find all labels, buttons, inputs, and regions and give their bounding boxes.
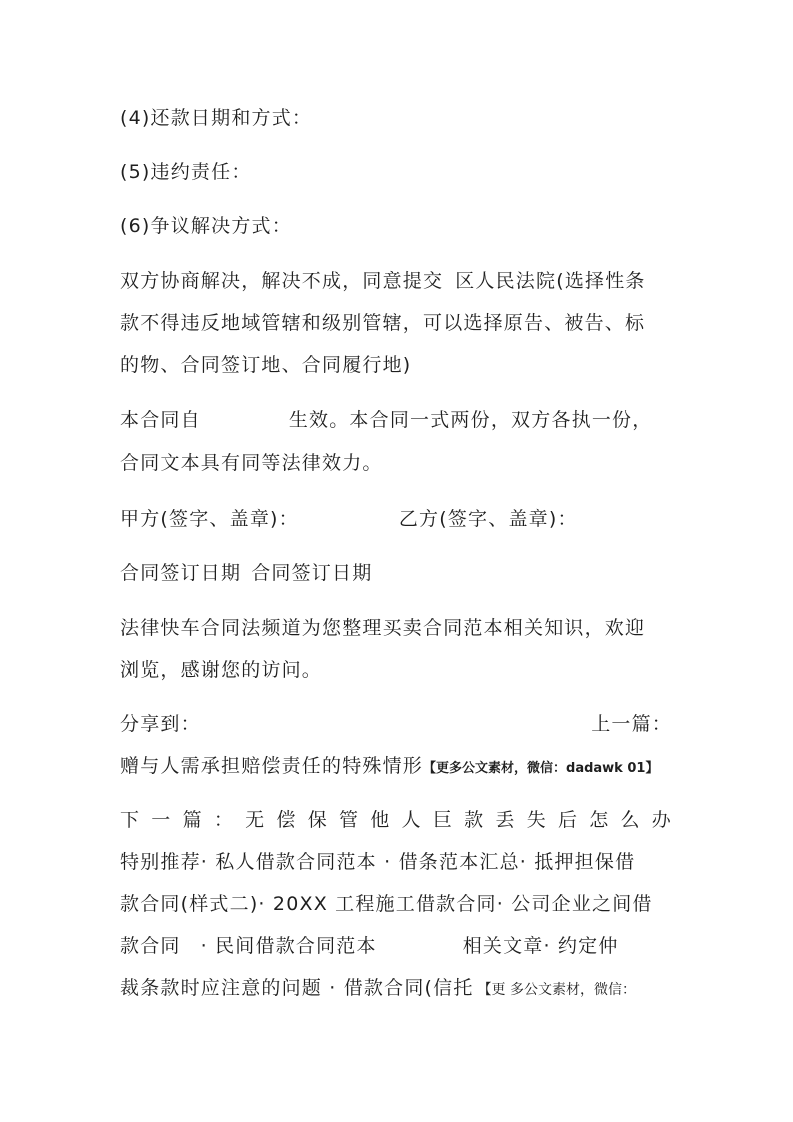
next-article-char: ： [213,809,235,831]
effect-line-1-part-b: 生效。本合同一式两份，双方各执一份， [288,409,653,431]
next-article-char: 失 [526,809,547,831]
next-article-char: 后 [557,809,579,831]
dispute-line-1 [120,269,646,293]
closing-line-1: 法律快车合同法频道为您整理买卖合同范本相关知识，欢迎 [120,617,646,639]
recommend-line-3-part-c[interactable]: 相关文章· 约定仲 [462,935,619,957]
next-article-char: 办 [651,809,672,831]
recommend-line-3-part-a[interactable]: 款合同 [120,935,181,957]
signature-line [120,507,578,531]
clause-breach: (5)违约责任： [120,161,252,183]
dispute-line-1-part-a: 双方协商解决，解决不成，同意提交 [120,270,444,292]
recommend-line-3-part-b[interactable]: · 民间借款合同范本 [200,935,377,957]
share-label: 分享到： [120,713,201,735]
next-article-char: 篇 [182,809,203,831]
recommend-line-1[interactable]: 特别推荐· 私人借款合同范本 · 借条范本汇总· 抵押担保借 [120,851,636,873]
dispute-line-1-part-b: 区人民法院(选择性条 [455,270,646,292]
prev-article-label[interactable]: 上一篇： [591,713,672,735]
clause-dispute: (6)争议解决方式： [120,215,292,237]
dispute-line-2: 款不得违反地域管辖和级别管辖，可以选择原告、被告、标 [120,312,646,334]
next-article-char: 一 [151,809,172,831]
next-article-char: 无 [245,809,266,831]
recommend-line-4[interactable] [120,976,636,1002]
clause-repayment: (4)还款日期和方式： [120,107,313,129]
closing-line-2: 浏览，感谢您的访问。 [120,659,323,681]
party-b-signature: 乙方(签字、盖章)： [398,508,578,530]
next-article-char: 丢 [495,809,516,831]
recommend-line-2[interactable]: 款合同(样式二)· 20XX 工程施工借款合同· 公司企业之间借 [120,893,653,915]
recommend-line-3[interactable] [120,934,619,958]
next-article-char: 保 [307,809,328,831]
next-article-link[interactable] [120,808,672,832]
prev-article-promo: 【更多公文素材，微信：dadawk 01】 [423,761,659,776]
next-article-char: 么 [620,809,641,831]
next-article-char: 人 [401,809,422,831]
next-article-char: 巨 [432,809,454,831]
next-article-char: 管 [338,809,360,831]
next-article-char: 他 [370,809,391,831]
sign-date-b: 合同签订日期 [251,562,373,584]
next-article-char: 怎 [589,809,610,831]
recommend-line-4-promo: 【更 多公文素材，微信： [477,982,636,998]
effect-line-1-part-a: 本合同自 [120,409,201,431]
recommend-line-4-text[interactable]: 裁条款时应注意的问题 · 借款合同(信托 [120,977,474,999]
effect-line-2: 合同文本具有同等法律效力。 [120,452,383,474]
prev-article-link[interactable] [120,754,658,781]
next-article-char: 款 [464,809,485,831]
sign-date-a: 合同签订日期 [120,562,242,584]
sign-date-line [120,561,372,585]
share-row [120,712,672,736]
next-article-char: 偿 [276,809,297,831]
effect-line-1 [120,408,652,432]
next-article-char: 下 [120,809,141,831]
party-a-signature: 甲方(签字、盖章)： [120,508,299,530]
dispute-line-3: 的物、合同签订地、合同履行地) [120,354,412,376]
prev-article-title[interactable]: 赠与人需承担赔偿责任的特殊情形 [120,755,424,777]
